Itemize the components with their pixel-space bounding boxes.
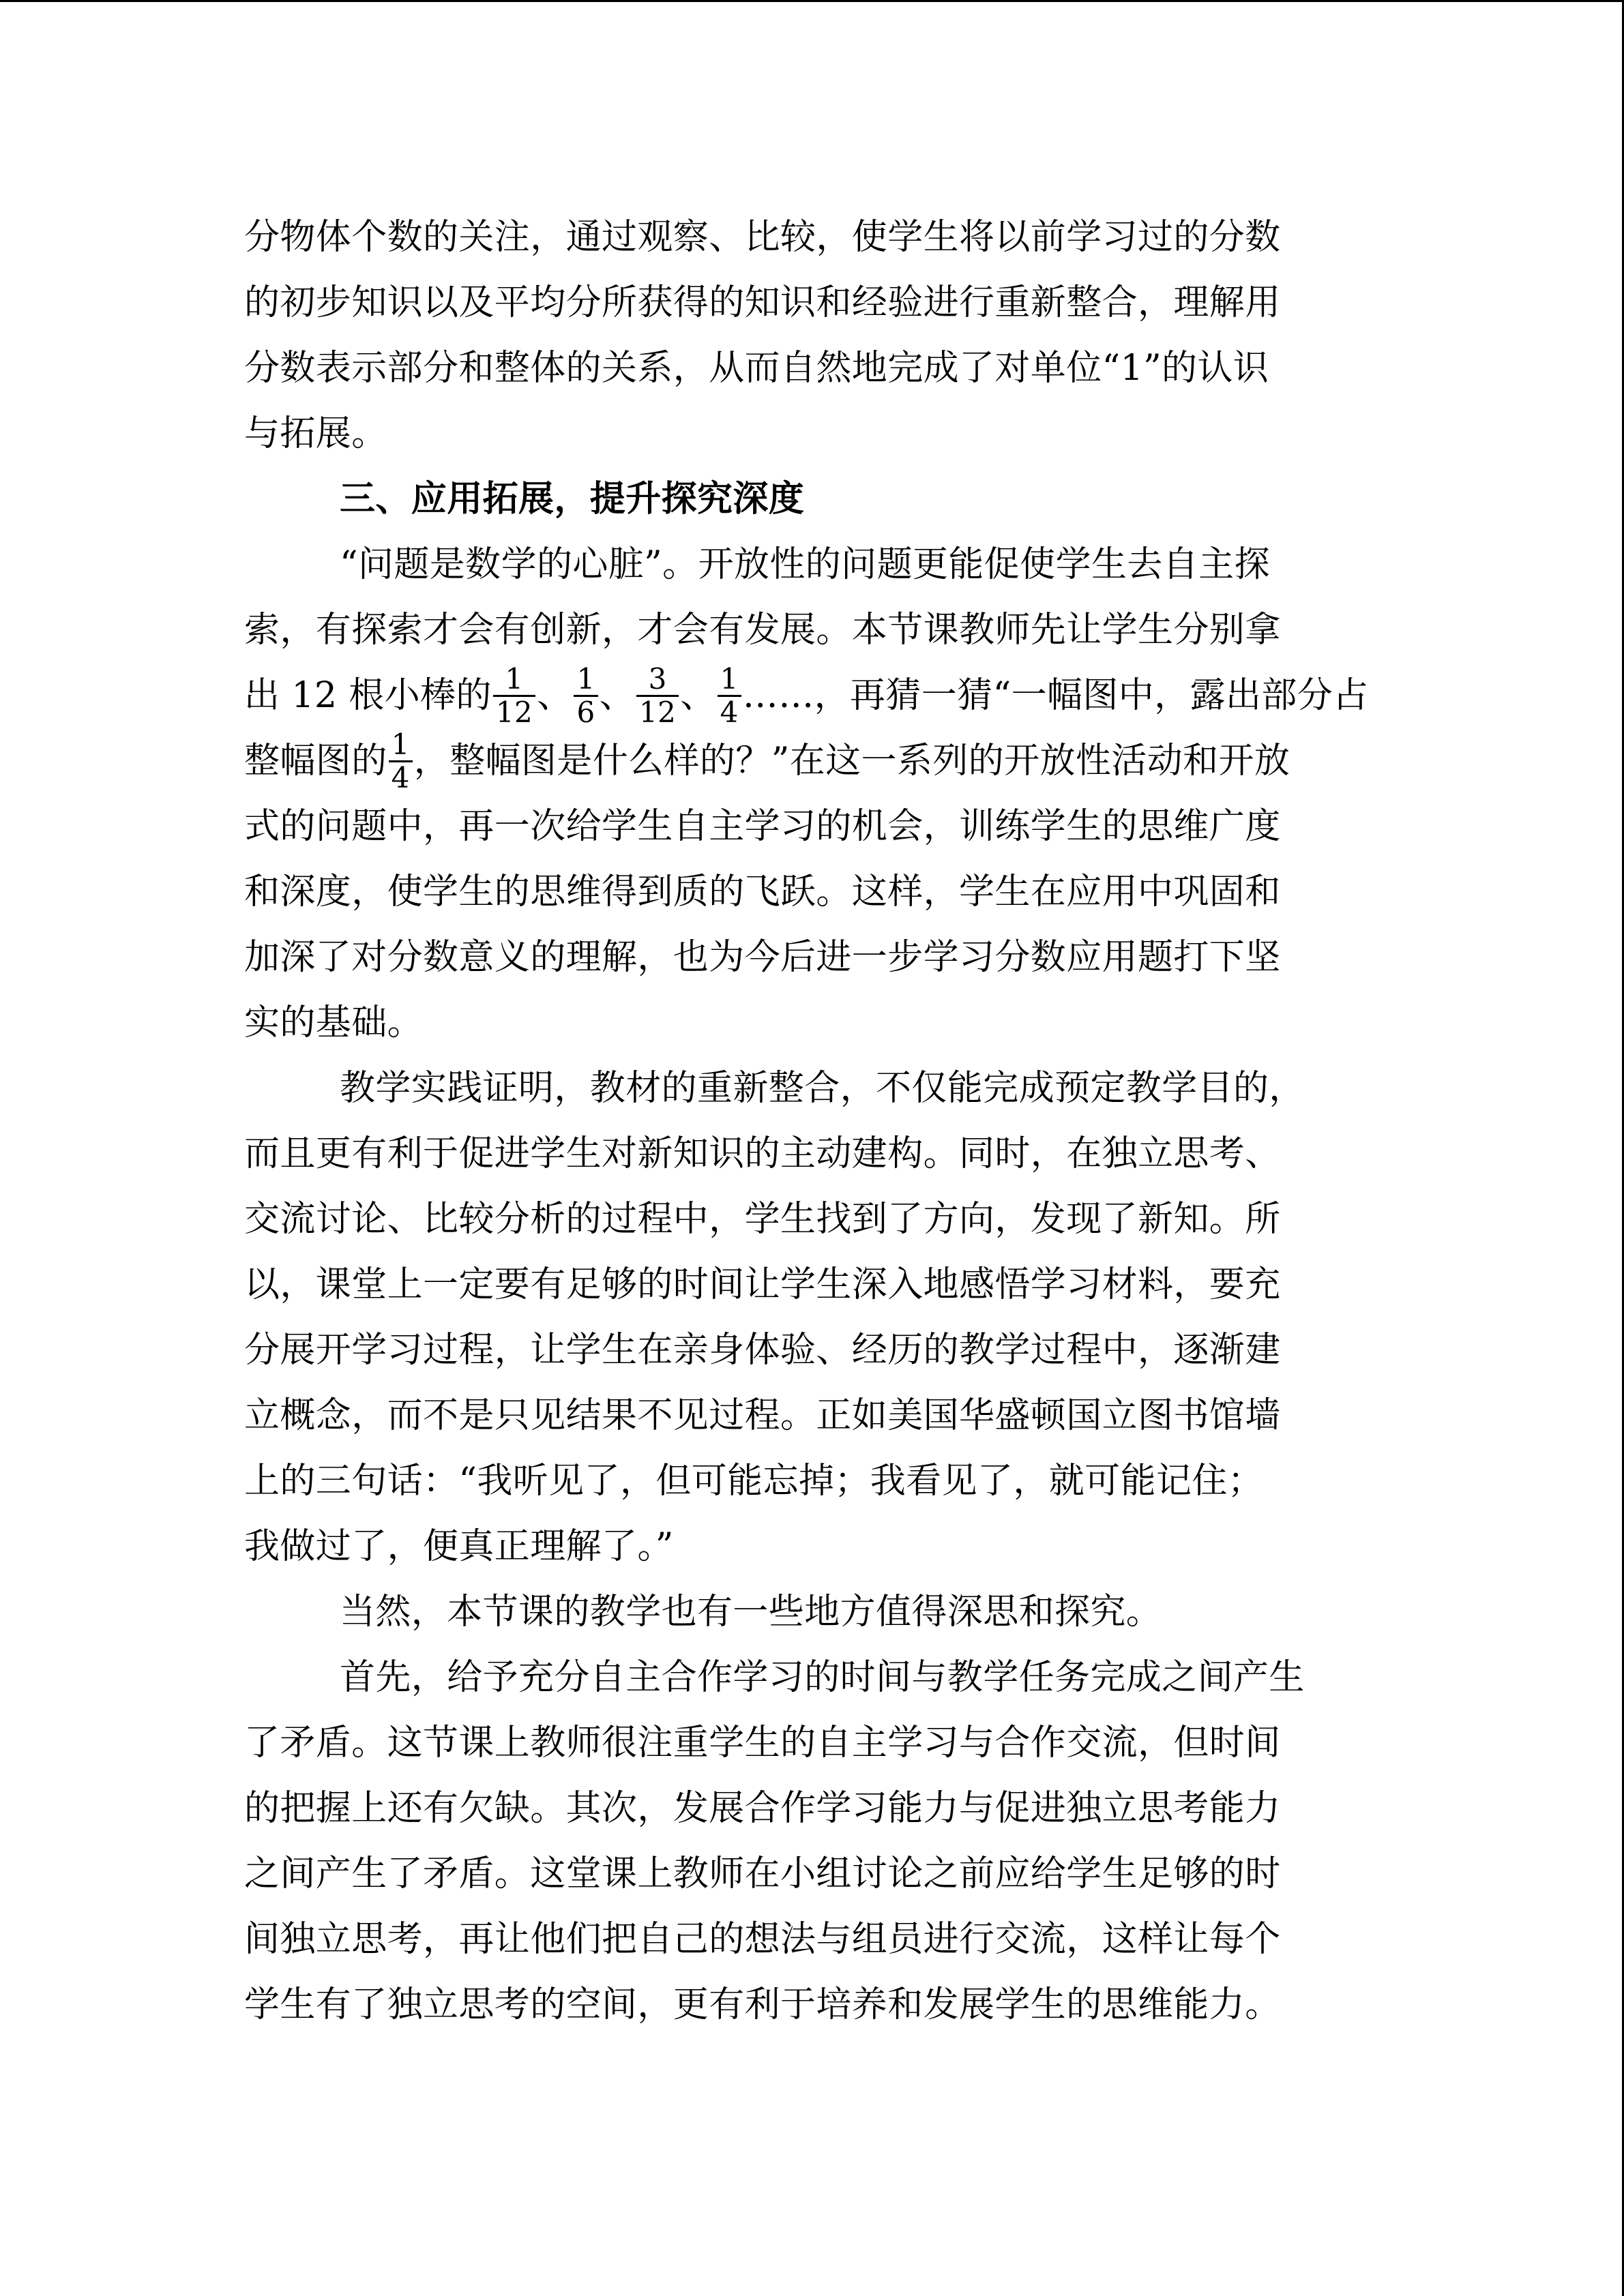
text-line: 的把握上还有欠缺。其次，发展合作学习能力与促进独立思考能力: [244, 1788, 1281, 1829]
fraction-denominator: 4: [389, 760, 413, 794]
text-line: 与拓展。: [244, 413, 387, 454]
fraction-denominator: 12: [636, 695, 679, 728]
text-line: 之间产生了矛盾。这堂课上教师在小组讨论之前应给学生足够的时: [244, 1853, 1281, 1894]
text-line: 的初步知识以及平均分所获得的知识和经验进行重新整合，理解用: [244, 282, 1281, 323]
fraction: [493, 661, 535, 729]
fraction-denominator: 12: [493, 695, 535, 728]
text-line: 以，课堂上一定要有足够的时间让学生深入地感悟学习材料，要充: [244, 1264, 1281, 1305]
fraction-denominator: 4: [718, 695, 741, 728]
text-line: 间独立思考，再让他们把自己的想法与组员进行交流，这样让每个: [244, 1919, 1281, 1960]
text-line: 当然，本节课的教学也有一些地方值得深思和探究。: [340, 1592, 1162, 1632]
text-line: 而且更有利于促进学生对新知识的主动建构。同时，在独立思考、: [244, 1133, 1281, 1174]
text-line: 式的问题中，再一次给学生自主学习的机会，训练学生的思维广度: [244, 806, 1281, 847]
fraction-numerator: 1: [576, 661, 595, 696]
text-line: 交流讨论、比较分析的过程中，学生找到了方向，发现了新知。所: [244, 1199, 1281, 1240]
text-segment: 出 12 根小棒的: [244, 675, 492, 716]
section-heading: 三、应用拓展，提升探究深度: [340, 478, 805, 520]
text-line-with-fraction: [244, 728, 1376, 794]
text-line-with-fractions: [244, 663, 1376, 728]
separator: 、: [680, 675, 716, 716]
top-border-line: [0, 0, 1624, 2]
text-line: 索，有探索才会有创新，才会有发展。本节课教师先让学生分别拿: [244, 610, 1281, 651]
text-line: 我做过了，便真正理解了。”: [244, 1526, 674, 1567]
fraction-numerator: 1: [505, 661, 524, 696]
fraction: [718, 661, 741, 729]
text-line: 分物体个数的关注，通过观察、比较，使学生将以前学习过的分数: [244, 217, 1281, 258]
text-line: 了矛盾。这节课上教师很注重学生的自主学习与合作交流，但时间: [244, 1723, 1281, 1763]
text-segment: ……，再猜一猜“一幅图中，露出部分占: [742, 675, 1369, 716]
text-line: 分数表示部分和整体的关系，从而自然地完成了对单位“1”的认识: [244, 348, 1269, 389]
fraction-denominator: 6: [574, 695, 597, 728]
text-line: 首先，给予充分自主合作学习的时间与教学任务完成之间产生: [340, 1657, 1305, 1698]
text-line: 立概念，而不是只见结果不见过程。正如美国华盛顿国立图书馆墙: [244, 1395, 1281, 1436]
text-line: 分展开学习过程，让学生在亲身体验、经历的教学过程中，逐渐建: [244, 1330, 1281, 1371]
text-line: 实的基础。: [244, 1002, 424, 1043]
separator: 、: [537, 675, 573, 716]
text-line: 上的三句话：“我听见了，但可能忘掉；我看见了，就可能记住；: [244, 1461, 1264, 1502]
fraction: [574, 661, 597, 729]
text-line: 学生有了独立思考的空间，更有利于培养和发展学生的思维能力。: [244, 1984, 1281, 2025]
text-line: 加深了对分数意义的理解，也为今后进一步学习分数应用题打下坚: [244, 937, 1281, 978]
fraction-numerator: 1: [391, 727, 410, 761]
text-line: “问题是数学的心脏”。开放性的问题更能促使学生去自主探: [340, 544, 1270, 585]
text-line: 和深度，使学生的思维得到质的飞跃。这样，学生在应用中巩固和: [244, 871, 1281, 912]
text-line: 教学实践证明，教材的重新整合，不仅能完成预定教学目的，: [340, 1068, 1305, 1109]
fraction: [389, 729, 413, 794]
text-segment: ，整幅图是什么样的？”在这一系列的开放性活动和开放: [413, 741, 1290, 781]
fraction: [636, 661, 679, 729]
fraction-numerator: 1: [720, 661, 739, 696]
separator: 、: [599, 675, 636, 716]
fraction-numerator: 3: [648, 661, 667, 696]
text-segment: 整幅图的: [244, 741, 387, 781]
fraction-list: [492, 663, 743, 728]
document-body: [244, 205, 1376, 2038]
